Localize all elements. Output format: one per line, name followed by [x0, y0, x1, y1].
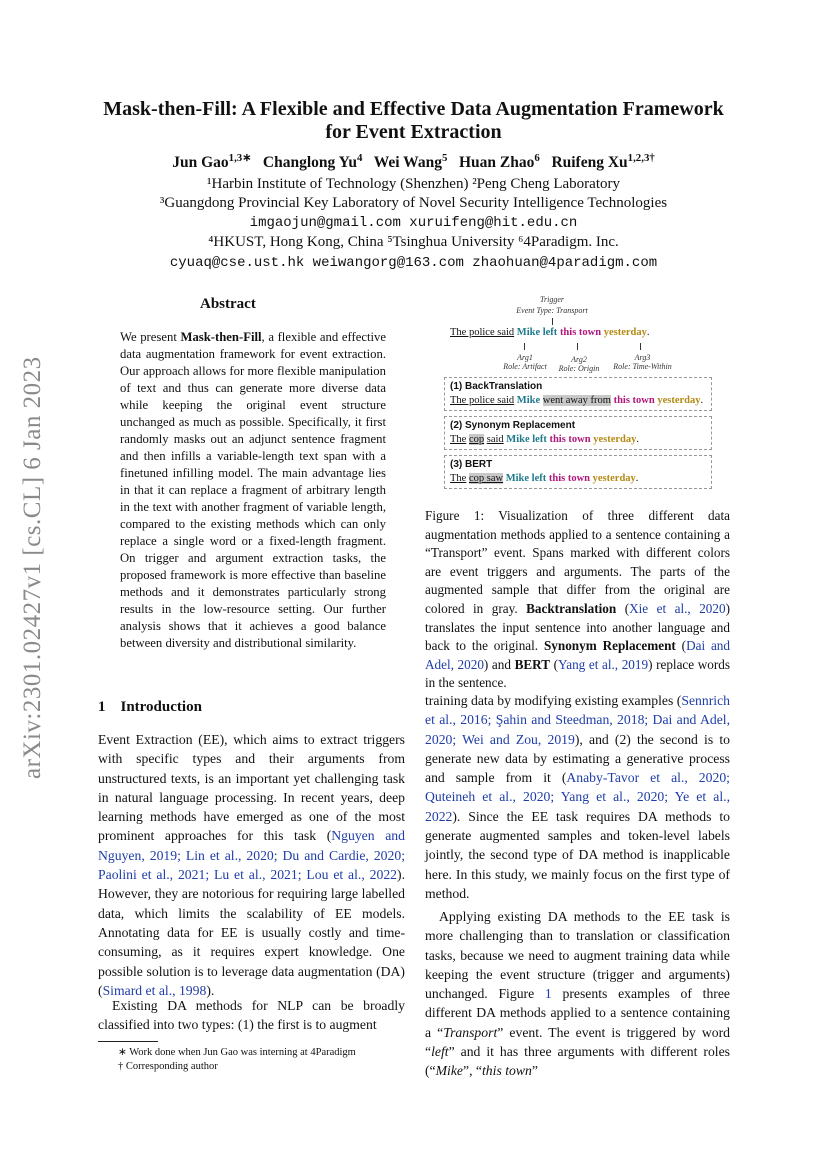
method-box-synonym-replacement: (2) Synonym Replacement The cop said Mike left this town yesterday.: [444, 416, 712, 450]
citation-link[interactable]: Simard et al., 1998: [102, 982, 207, 998]
footnotes: [98, 1046, 418, 1074]
author: Ruifeng $Xu^{1,2,3\dagger}$: [551, 152, 655, 172]
affiliation-line: ¹Harbin Institute of Technology (Shenzhen) ²Peng Cheng Laboratory: [207, 176, 620, 192]
abstract-heading: Abstract: [200, 296, 256, 312]
author: Changlong Yu$^4$: [262, 152, 363, 172]
email-line: cyuaq@cse.ust.hk weiwangorg@163.com zhaohuan@4paradigm.com: [169, 255, 658, 271]
figure-reference-link[interactable]: 1: [544, 986, 552, 1002]
author: Wei Wang$^5$: [373, 152, 448, 172]
method-box-bert: (3) BERT The cop saw Mike left this town yesterday.: [444, 455, 712, 489]
email-line: imgaojun@gmail.com xuruifeng@hit.edu.cn: [249, 215, 578, 231]
argument-label: Arg3 Role: Time-Within: [613, 353, 672, 371]
affiliation-line: ³Guangdong Provincial Key Laboratory of Novel Security Intelligence Technologies: [159, 195, 668, 211]
abstract-body: We present Mask-then-Fill, a flexible and effective data augmentation framework for event extraction. Our approach allows for more flexible manipulation of text and thus can generate more diverse data while keeping the original event structure unchanged as much as possible. Specifically, it first randomly masks out an adjunct sentence fragment and then infills a variable-length text span with a finetuned infilling model. The main advantage lies in that it can replace a fragment of arbitrary length in the text with another fragment of variable length, compared to the existing methods which can only replace a single word or a fixed-length fragment. On trigger and argument extraction tasks, the proposed framework is more effective than baseline methods and it demonstrates particularly strong results in the low-resource setting. Our further analysis shows that it achieves a good balance between diversity and distributional similarity.: [120, 330, 387, 650]
citation-link[interactable]: Yang et al., 2019: [558, 656, 649, 672]
author: Huan Zhao$^6$: [459, 152, 540, 172]
title-line-2: for Event Extraction: [325, 121, 502, 143]
footnote: ∗ Work done when Jun Gao was interning at 4Paradigm: [118, 1047, 356, 1058]
citation-link[interactable]: Anaby-Tavor et al., 2020; Quteineh et al., 2020; Yang et al., 2020; Ye et al., 2022: [425, 770, 730, 824]
event-type-label: Event Type: Transport: [516, 306, 588, 315]
original-sentence: The police said Mike left this town yesterday.: [450, 327, 650, 338]
author-list: [60, 151, 767, 172]
figure-1: [440, 295, 720, 495]
intro-paragraph-1: Event Extraction (EE), which aims to extract triggers with specific types and their arguments from unstructured texts, is an important yet challenging task in natural language processing. In recent years, deep learning methods have emerged as one of the most prominent approaches for this task (Nguyen and Nguyen, 2019; Lin et al., 2020; Du and Cardie, 2020; Paolini et al., 2021; Lu et al., 2021; Lou et al., 2022). However, they are notorious for requiring large labelled data, which limits the scalability of EE models. Annotating data for EE is usually costly and time-consuming, as it requires expert knowledge. One possible solution is to leverage data augmentation (DA) (Simard et al., 1998).: [98, 732, 405, 998]
author: Jun Gao$^{1,3∗}$: [172, 152, 252, 172]
citation-link[interactable]: Xie et al., 2020: [629, 600, 726, 616]
citation-link[interactable]: Nguyen and Nguyen, 2019; Lin et al., 2020; Du and Cardie, 2020; Paolini et al., 2021; Lu et al., 2021; Lou et al., 2022: [98, 828, 405, 883]
argument-label: Arg1 Role: Artifact: [503, 353, 547, 371]
arxiv-identifier: arXiv:2301.02427v1 [cs.CL] 6 Jan 2023: [19, 356, 46, 779]
affiliation-line: ⁴HKUST, Hong Kong, China ⁵Tsinghua University ⁶4Paradigm. Inc.: [208, 234, 619, 250]
citation-link[interactable]: Dai and Adel, 2020: [425, 638, 730, 672]
footnote-rule: [98, 1041, 158, 1042]
method-box-backtranslation: (1) BackTranslation The police said Mike went away from this town yesterday.: [444, 377, 712, 411]
argument-label: Arg2 Role: Origin: [558, 355, 600, 373]
intro-paragraph-2: Existing DA methods for NLP can be broadly classified into two types: (1) the first is to augment: [98, 998, 405, 1033]
paper-title: [60, 98, 767, 144]
citation-link[interactable]: Sennrich et al., 2016; Şahin and Steedman, 2018; Dai and Adel, 2020; Wei and Zou, 2019: [425, 693, 730, 747]
footnote: † Corresponding author: [118, 1061, 218, 1072]
intro-paragraph-right-2: Applying existing DA methods to the EE task is more challenging than to translation or classification tasks, because we need to augment training data while keeping the event structure (trigger and arguments) unchanged. Figure 1 presents examples of three different DA methods applied to a sentence containing a “Transport” event. The event is triggered by word “left” and it has three arguments with different roles (“Mike”, “this town”: [425, 909, 730, 1079]
figure-caption: Figure 1: Visualization of three different data augmentation methods applied to a sentence containing a “Transport” event. Spans marked with different colors are event triggers and arguments. The parts of the augmented sample that differ from the original are colored in gray. Backtranslation (Xie et al., 2020) translates the input sentence into another language and back to the original. Synonym Replacement (Dai and Adel, 2020) and BERT (Yang et al., 2019) replace words in the sentence.: [425, 508, 730, 691]
section-heading-introduction: 1 Introduction: [98, 699, 202, 715]
title-line-1: Mask-then-Fill: A Flexible and Effective Data Augmentation Framework: [103, 98, 724, 120]
trigger-label: Trigger: [539, 295, 564, 304]
intro-paragraph-right-1: training data by modifying existing examples (Sennrich et al., 2016; Şahin and Steedman, 2018; Dai and Adel, 2020; Wei and Zou, 2019), and (2) the second is to generate new data by estimating a generative process and sample from it (Anaby-Tavor et al., 2020; Quteineh et al., 2020; Yang et al., 2020; Ye et al., 2022). Since the EE task requires DA methods to generate augmented samples and token-level labels jointly, the second type of DA method is inapplicable here. In this study, we mainly focus on the first type of method.: [425, 693, 730, 901]
